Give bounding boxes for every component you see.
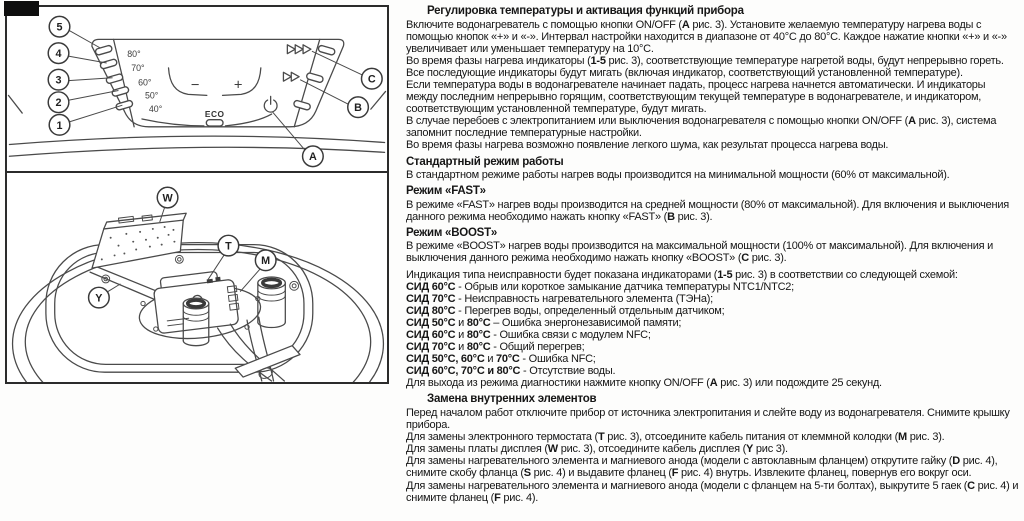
callout-A: [303, 146, 324, 167]
temp-label-50: 50°: [144, 90, 159, 101]
svg-text:C: C: [367, 73, 376, 86]
section-heading: Режим «FAST»: [406, 185, 486, 198]
section-heading: Стандартный режим работы: [406, 155, 564, 168]
paragraph: В стандартном режиме работы нагрев воды производится на минимальной мощности (60% от максимальной).: [406, 169, 950, 182]
fault-item: СИД 50°C и 80°C – Ошибка энергонезависимой памяти;: [406, 316, 682, 329]
page-corner-tab: [4, 1, 39, 16]
power-cables: [218, 317, 300, 381]
section: [406, 185, 1019, 223]
section-heading: Режим «BOOST»: [406, 226, 497, 239]
paragraph: Для замены электронного термостата (T рис. 3), отсоедините кабель питания от клеммной колодки (M рис. 3).: [406, 431, 945, 444]
section: [406, 156, 1019, 182]
control-panel-drawing: [7, 7, 387, 171]
internal-components-drawing: [7, 173, 387, 382]
paragraph: В режиме «BOOST» нагрев воды производится на максимальной мощности (100% от максимальной). Для включения и выключения данного режима необходимо нажать кнопку «BOOST» (C рис. 3).: [406, 240, 994, 265]
svg-text:1: 1: [56, 119, 63, 132]
callout-5: [49, 16, 70, 37]
callout-W: [157, 187, 178, 208]
svg-text:A: A: [308, 151, 317, 164]
svg-text:M: M: [261, 255, 271, 268]
temp-label-70: 70°: [131, 62, 145, 73]
temp-label-80: 80°: [127, 49, 141, 60]
temp-label-60: 60°: [138, 77, 152, 88]
fault-item: СИД 70°C и 80°C - Общий перегрев;: [406, 341, 585, 354]
svg-text:W: W: [162, 192, 173, 205]
paragraph: Перед началом работ отключите прибор от источника электропитания и слейте воду из водонагревателя. Снимите крышку прибора.: [406, 406, 1010, 432]
paragraph: Для выхода из режима диагностики нажмите кнопку ON/OFF (A рис. 3) или подождите 25 секунд.: [406, 377, 882, 390]
svg-text:4: 4: [55, 48, 62, 61]
callout-T: [218, 235, 239, 256]
fault-item: СИД 60°C, 70°C и 80°C - Отсутствие воды.: [406, 365, 616, 378]
callout-1: [49, 115, 70, 136]
svg-text:5: 5: [56, 21, 63, 34]
minus-button: −: [190, 77, 200, 94]
svg-text:Y: Y: [95, 292, 103, 305]
paragraph: Если температура воды в водонагревателе начинает падать, процесс нагрева начнется автоматически. И индикаторы между последним непрерывно горящим, соответствующим текущей температуре в водонагревателе, и индикатором, соответствующим установленной температуре, будут мигать.: [406, 78, 986, 116]
fault-item: СИД 80°C - Перегрев воды, определенный отдельным датчиком;: [406, 304, 725, 317]
svg-text:2: 2: [55, 97, 62, 110]
eco-label: ECO: [204, 108, 225, 119]
control-panel-figure: [5, 5, 389, 173]
callout-3: [48, 69, 69, 90]
callout-4: [48, 43, 69, 64]
callout-C: [361, 68, 382, 89]
paragraph: Индикация типа неисправности будет показана индикаторами (1-5 рис. 3) в соответствии со следующей схемой:: [406, 268, 958, 281]
callout-M: [255, 250, 276, 271]
fault-item: СИД 60°C и 80°C - Ошибка связи с модулем NFC;: [406, 328, 651, 341]
svg-text:3: 3: [55, 74, 62, 87]
fault-item: СИД 50°C, 60°C и 70°C - Ошибка NFC;: [406, 353, 596, 366]
text-column: [406, 5, 1019, 504]
svg-text:T: T: [225, 240, 232, 253]
paragraph: Включите водонагреватель с помощью кнопки ON/OFF (A рис. 3). Установите желаемую температуру нагрева воды с помощью кнопок «+» и «-». Интервал настройки находится в диапазоне от 40°C до 80°C. Каждое нажатие кнопки «+» и «-» увеличивает или уменьшает температуру на 10°C.: [406, 18, 1007, 55]
paragraph: В случае перебоев с электропитанием или выключения водонагревателя с помощью кнопки ON/OFF (A рис. 3), система запомнит последние температурные настройки.: [406, 115, 997, 140]
fault-item: СИД 60°C - Обрыв или короткое замыкание датчика температуры NTC1/NTC2;: [406, 280, 794, 293]
temp-label-40: 40°: [148, 104, 163, 115]
section: [406, 227, 1019, 265]
paragraph: Для замены нагревательного элемента и магниевого анода (модели с фланцем на 5-ти болтах), выкрутите 5 гаек (C рис. 4) и снимите фланец (F рис. 4).: [406, 479, 1019, 504]
plus-button: +: [233, 77, 243, 94]
section-heading: Регулировка температуры и активация функций прибора: [427, 5, 744, 17]
display-board: [92, 213, 186, 268]
fault-item: СИД 70°C - Неисправность нагревательного элемента (ТЭНа);: [406, 292, 713, 305]
section: [406, 269, 1019, 390]
paragraph: Во время фазы нагрева индикаторы (1-5 рис. 3), соответствующие температуре нагретой воды, будут непрерывно гореть. Все последующие индикаторы будут мигать (включая индикатор, соответствующий установленной температуре).: [406, 54, 1004, 79]
callout-B: [348, 97, 369, 118]
section: [406, 5, 1019, 152]
paragraph: В режиме «FAST» нагрев воды производится на средней мощности (80% от максимальной). Для включения и выключения данного режима необходимо нажать кнопку «FAST» (B рис. 3).: [406, 198, 1009, 223]
paragraph: Для замены нагревательного элемента и магниевого анода (модели с автоклавным фланцем) открутите гайку (D рис. 4), снимите скобу фланца (S рис. 4) и выдавите фланец (F рис. 4) внутрь. Извлеките фланец, повернув его вокруг оси.: [406, 455, 998, 480]
paragraph: Для замены платы дисплея (W рис. 3), отсоедините кабель дисплея (Y рис 3).: [406, 443, 788, 456]
section: [406, 393, 1019, 503]
svg-text:B: B: [354, 102, 362, 115]
callout-2: [48, 92, 69, 113]
paragraph: Во время фазы нагрева возможно появление легкого шума, как результат процесса нагрева воды.: [406, 139, 889, 152]
callout-Y: [89, 287, 110, 308]
section-heading: Замена внутренних элементов: [427, 393, 597, 406]
eco-led-indicator: [206, 120, 223, 126]
internal-components-figure: [5, 171, 389, 384]
